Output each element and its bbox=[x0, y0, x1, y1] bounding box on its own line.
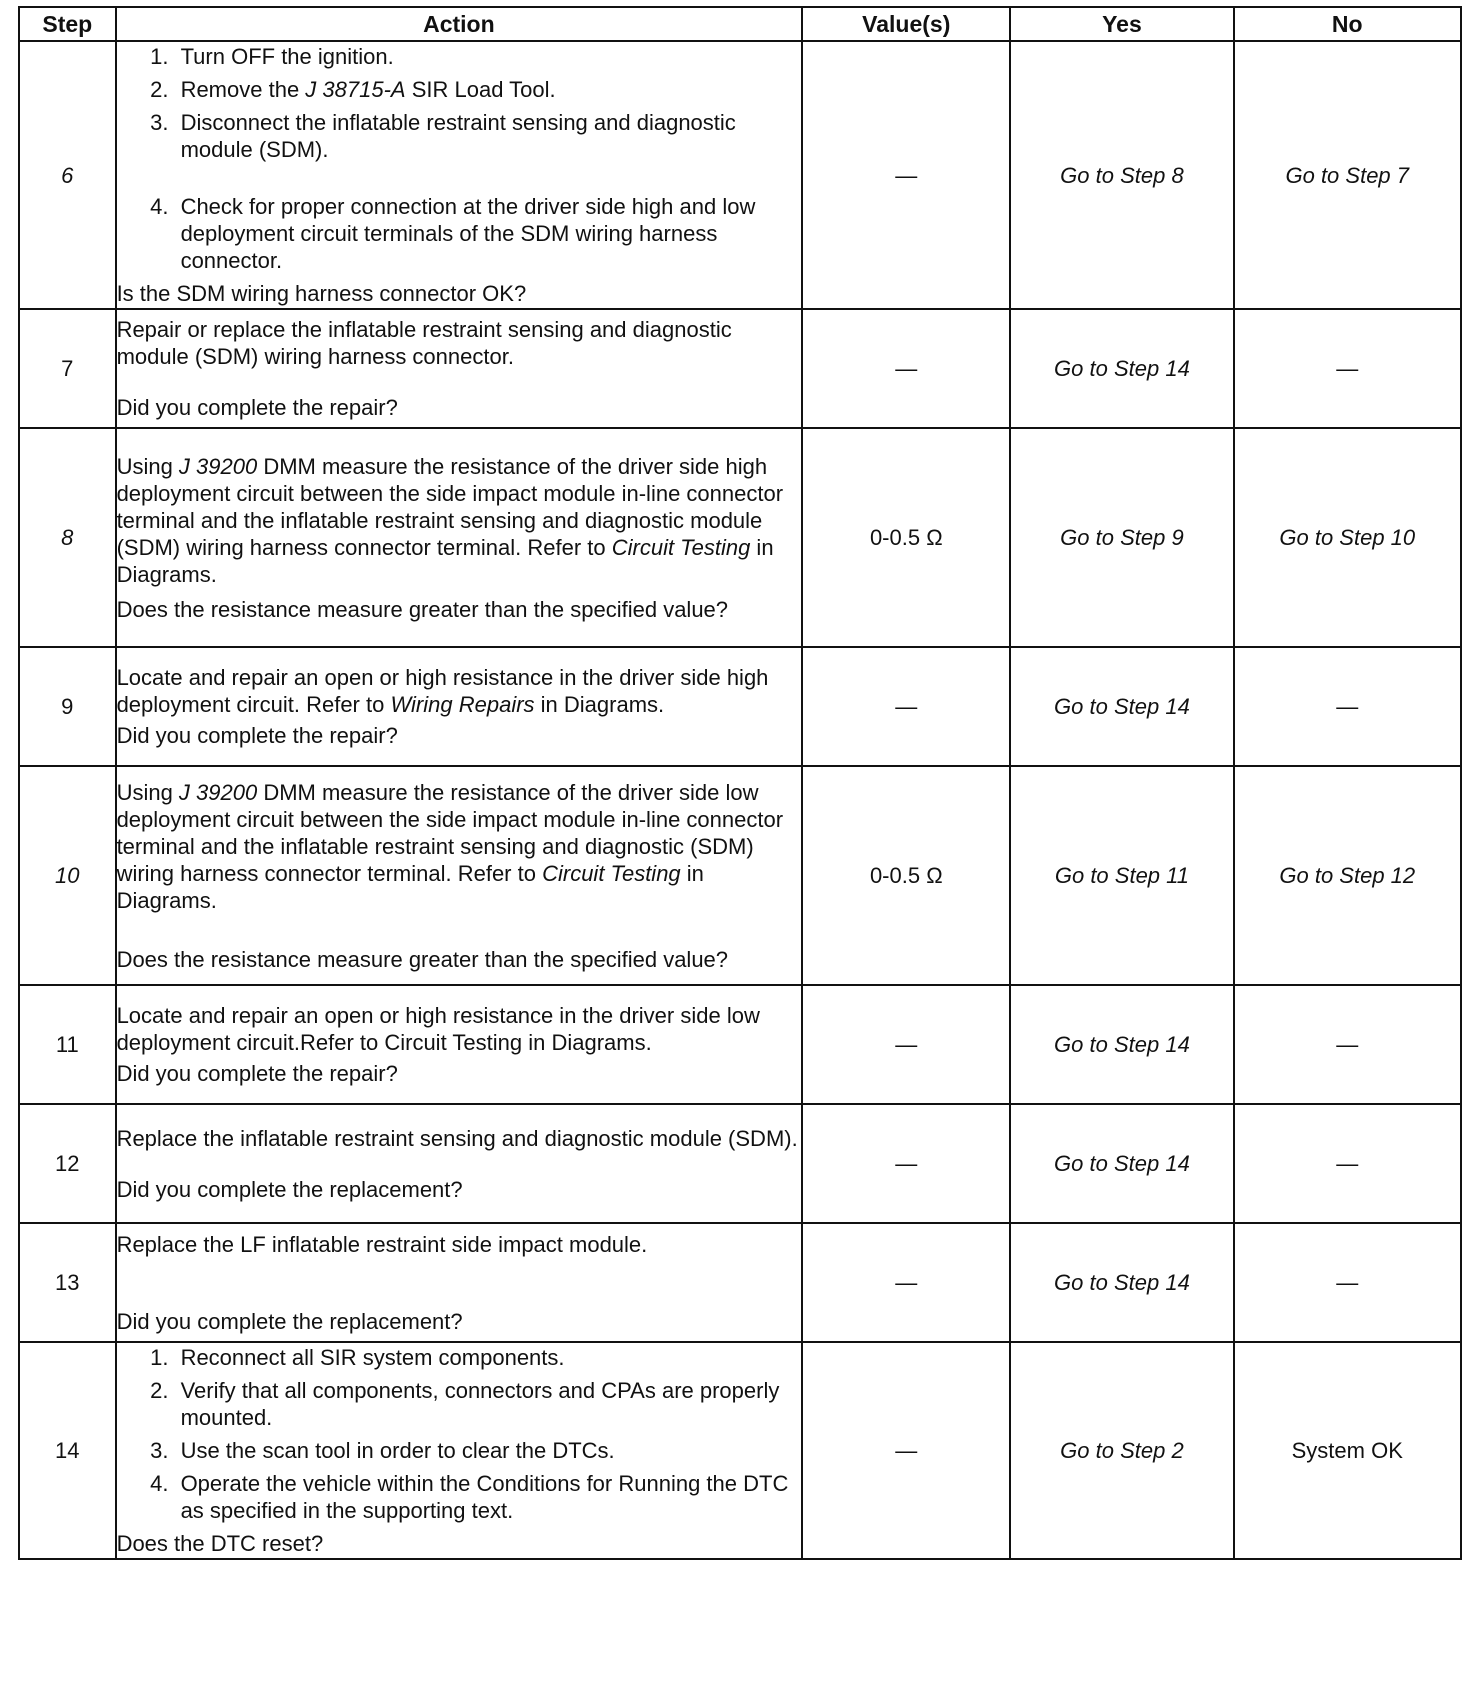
action-text-part: Using bbox=[116, 453, 179, 479]
yes-result: Go to Step 9 bbox=[1010, 428, 1233, 647]
question-text: Did you complete the repair? bbox=[116, 723, 398, 748]
question-text: Did you complete the replacement? bbox=[116, 1308, 463, 1334]
value-cell: 0-0.5 Ω bbox=[802, 428, 1010, 647]
action-steps-list bbox=[117, 43, 802, 274]
question-text: Did you complete the repair? bbox=[116, 1061, 398, 1086]
step-number: 14 bbox=[19, 1342, 116, 1559]
question-text: Did you complete the replacement? bbox=[116, 1176, 463, 1202]
no-result: — bbox=[1234, 1223, 1461, 1342]
action-step: 2. Verify that all components, connectors and CPAs are properly mounted. bbox=[175, 1377, 802, 1431]
question-text: Does the resistance measure greater than the specified value? bbox=[116, 946, 729, 972]
step-number: 11 bbox=[19, 985, 116, 1104]
table-row bbox=[19, 1223, 1461, 1342]
table-row bbox=[19, 647, 1461, 766]
diagnostic-table-page bbox=[18, 6, 1462, 1676]
no-result: System OK bbox=[1234, 1342, 1461, 1559]
no-result: Go to Step 7 bbox=[1234, 41, 1461, 309]
step-number: 7 bbox=[19, 309, 116, 428]
reference-link-text: Wiring Repairs bbox=[390, 692, 535, 717]
action-cell bbox=[116, 41, 803, 309]
table-row bbox=[19, 1342, 1461, 1559]
action-text bbox=[117, 664, 802, 718]
step-number: 13 bbox=[19, 1223, 116, 1342]
step-number: 9 bbox=[19, 647, 116, 766]
action-cell bbox=[116, 985, 803, 1104]
tool-reference: J 39200 bbox=[178, 779, 258, 805]
step-number: 12 bbox=[19, 1104, 116, 1223]
action-text-part: DMM measure the resistance of the driver side high deployment circuit between the side impact module in-line connector terminal and the inflatable restraint sensing and diagnostic module (SDM) wiring harness connector terminal. Refer to bbox=[116, 453, 784, 560]
header-values: Value(s) bbox=[802, 7, 1010, 41]
action-text: SIR Load Tool. bbox=[405, 77, 556, 102]
reference-link-text: Circuit Testing bbox=[611, 534, 751, 560]
no-result: — bbox=[1234, 647, 1461, 766]
yes-result: Go to Step 2 bbox=[1010, 1342, 1233, 1559]
yes-result: Go to Step 14 bbox=[1010, 647, 1233, 766]
step-number: 8 bbox=[19, 428, 116, 647]
action-step: 1. Reconnect all SIR system components. bbox=[175, 1344, 802, 1371]
action-cell bbox=[116, 428, 803, 647]
value-cell: — bbox=[802, 1104, 1010, 1223]
value-cell: — bbox=[802, 41, 1010, 309]
action-step: 1. Turn OFF the ignition. bbox=[175, 43, 802, 70]
no-result: Go to Step 10 bbox=[1234, 428, 1461, 647]
header-step: Step bbox=[19, 7, 116, 41]
tool-reference: J 39200 bbox=[178, 453, 258, 479]
reference-link-text: Circuit Testing bbox=[542, 860, 681, 886]
action-step: 3. Use the scan tool in order to clear the DTCs. bbox=[175, 1437, 802, 1464]
action-cell bbox=[116, 1104, 803, 1223]
action-text-part: Using bbox=[116, 779, 179, 805]
value-cell: — bbox=[802, 1342, 1010, 1559]
yes-result: Go to Step 14 bbox=[1010, 1223, 1233, 1342]
header-no: No bbox=[1234, 7, 1461, 41]
action-step bbox=[175, 76, 802, 103]
value-cell: — bbox=[802, 985, 1010, 1104]
action-text-part: in Diagrams. bbox=[534, 692, 665, 717]
table-row bbox=[19, 766, 1461, 985]
value-cell: — bbox=[802, 309, 1010, 428]
question-text: Did you complete the repair? bbox=[116, 395, 398, 420]
action-text: Locate and repair an open or high resistance in the driver side low deployment circuit.Refer to Circuit Testing in Diagrams. bbox=[116, 1003, 760, 1055]
yes-result: Go to Step 11 bbox=[1010, 766, 1233, 985]
action-cell bbox=[116, 309, 803, 428]
action-step: 3. Disconnect the inflatable restraint sensing and diagnostic module (SDM). bbox=[175, 109, 802, 163]
action-text: Replace the inflatable restraint sensing and diagnostic module (SDM). bbox=[116, 1125, 798, 1151]
no-result: Go to Step 12 bbox=[1234, 766, 1461, 985]
yes-result: Go to Step 8 bbox=[1010, 41, 1233, 309]
value-cell: — bbox=[802, 1223, 1010, 1342]
yes-result: Go to Step 14 bbox=[1010, 985, 1233, 1104]
action-text-part: in Diagrams. bbox=[116, 860, 704, 913]
yes-result: Go to Step 14 bbox=[1010, 1104, 1233, 1223]
action-cell bbox=[116, 647, 803, 766]
action-step: 4. Operate the vehicle within the Conditions for Running the DTC as specified in the supporting text. bbox=[175, 1470, 802, 1524]
action-text-part: Locate and repair an open or high resistance in the driver side high deployment circuit. Refer to bbox=[116, 665, 769, 717]
action-steps-list bbox=[117, 1344, 802, 1524]
action-text bbox=[117, 453, 802, 588]
step-number: 10 bbox=[19, 766, 116, 985]
tool-reference: J 38715-A bbox=[305, 77, 406, 102]
table-row bbox=[19, 985, 1461, 1104]
table-row bbox=[19, 1104, 1461, 1223]
value-cell: — bbox=[802, 647, 1010, 766]
question-text: Does the DTC reset? bbox=[116, 1531, 324, 1556]
question-text: Is the SDM wiring harness connector OK? bbox=[116, 281, 527, 306]
action-text-part: DMM measure the resistance of the driver side low deployment circuit between the side impact module in-line connector terminal and the inflatable restraint sensing and diagnostic (SDM) wiring harness connector terminal. Refer to bbox=[116, 779, 784, 886]
yes-result: Go to Step 14 bbox=[1010, 309, 1233, 428]
action-text: Repair or replace the inflatable restraint sensing and diagnostic module (SDM) wiring harness connector. bbox=[116, 317, 732, 369]
step-number: 6 bbox=[19, 41, 116, 309]
action-text bbox=[117, 779, 802, 914]
action-cell bbox=[116, 766, 803, 985]
diagnostic-table bbox=[18, 6, 1462, 1560]
action-text: Remove the bbox=[180, 77, 306, 102]
action-cell bbox=[116, 1342, 803, 1559]
question-text: Does the resistance measure greater than the specified value? bbox=[116, 596, 729, 622]
no-result: — bbox=[1234, 309, 1461, 428]
header-yes: Yes bbox=[1010, 7, 1233, 41]
value-cell: 0-0.5 Ω bbox=[802, 766, 1010, 985]
table-header-row bbox=[19, 7, 1461, 41]
table-row bbox=[19, 428, 1461, 647]
action-step: 4. Check for proper connection at the driver side high and low deployment circuit terminals of the SDM wiring harness connector. bbox=[175, 193, 802, 274]
table-row bbox=[19, 309, 1461, 428]
no-result: — bbox=[1234, 1104, 1461, 1223]
action-cell bbox=[116, 1223, 803, 1342]
header-action: Action bbox=[116, 7, 803, 41]
no-result: — bbox=[1234, 985, 1461, 1104]
action-text-part: in Diagrams. bbox=[116, 534, 774, 587]
action-text: Replace the LF inflatable restraint side impact module. bbox=[116, 1231, 648, 1257]
table-row bbox=[19, 41, 1461, 309]
